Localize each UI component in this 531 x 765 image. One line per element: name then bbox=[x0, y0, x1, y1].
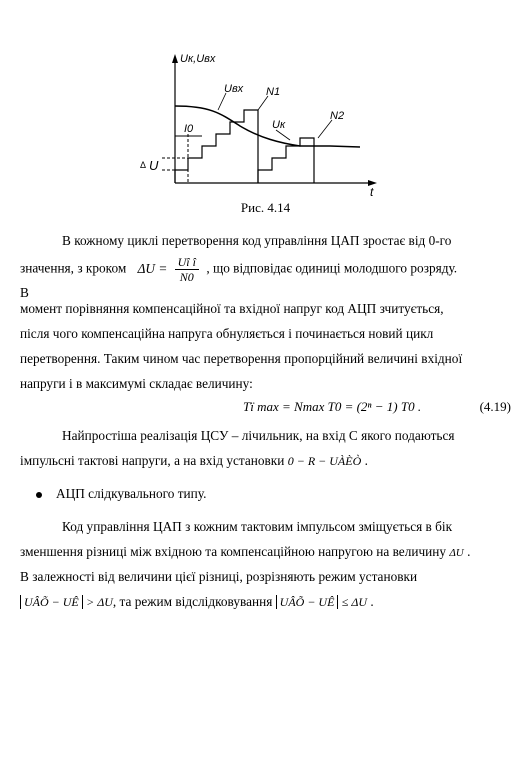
staircase-n2 bbox=[258, 138, 314, 183]
bullet-text: АЦП слідкувального типу. bbox=[56, 486, 207, 501]
staircase-n1 bbox=[175, 110, 258, 183]
x-axis-label: t bbox=[370, 185, 374, 198]
delta-label: Δ bbox=[140, 160, 147, 170]
equation-4-19 bbox=[20, 397, 511, 423]
abs-diff-1: UÂÕ − UÊ bbox=[20, 595, 83, 609]
uvh-leader bbox=[218, 93, 226, 110]
bullet-item bbox=[36, 486, 206, 502]
para3-line4-post: . bbox=[370, 594, 374, 609]
para3-line2-post: . bbox=[467, 544, 471, 559]
bullet-dot bbox=[36, 492, 42, 498]
para2-line2-pre: імпульсні тактові напруги, а на вхід установки bbox=[20, 453, 285, 468]
set-input-formula: 0 − R − UÀÈÒ bbox=[287, 454, 362, 468]
para1-line5: після чого компенсаційна напруга обнуляється і починається новий цикл bbox=[20, 326, 434, 341]
i0-label: I0 bbox=[184, 123, 194, 135]
para1-line4: момент порівняння компенсаційної та вхідної напруг код АЦП зчитується, bbox=[20, 301, 444, 316]
para1-line1: В кожному циклі перетворення код управління ЦАП зростає від 0-го bbox=[62, 233, 452, 248]
n1-leader bbox=[258, 96, 268, 110]
uvh-label: Uвх bbox=[224, 83, 244, 95]
delta-u-symbol: ΔU bbox=[449, 547, 464, 559]
u-label: U bbox=[149, 158, 159, 173]
fraction-numerator: Uî î bbox=[175, 255, 199, 270]
para1-line6: перетворення. Таким чином час перетворення пропорційний величині вхідної bbox=[20, 351, 463, 366]
uk-leader bbox=[276, 130, 290, 140]
para3-line1: Код управління ЦАП з кожним тактовим імпульсом зміщується в бік bbox=[62, 519, 453, 534]
y-axis-arrow bbox=[172, 54, 178, 63]
para1-line2-pre: значення, з кроком bbox=[20, 260, 127, 276]
para3-line2 bbox=[20, 539, 511, 566]
para1-line7: напруги і в максимумі складає величину: bbox=[20, 376, 253, 391]
equation-body: Tï max = Nmax T0 = (2ⁿ − 1) T0 . bbox=[243, 399, 422, 414]
para3-line4-text: , та режим відслідковування bbox=[112, 594, 273, 609]
n1-label: N1 bbox=[266, 86, 281, 98]
para2-line1: Найпростіша реалізація ЦСУ – лічильник, на вхід C якого подаються bbox=[62, 428, 455, 443]
delta-u-lhs: ΔU = bbox=[137, 260, 168, 276]
para2-line2 bbox=[20, 448, 511, 474]
para3-line4 bbox=[20, 589, 511, 615]
para2-line2-post: . bbox=[364, 453, 368, 468]
figure-4-14 bbox=[140, 48, 390, 198]
le-delta-u: ≤ ΔU bbox=[341, 595, 368, 609]
equation-number: (4.19) bbox=[479, 399, 511, 414]
n2-leader bbox=[318, 120, 332, 138]
para3-line2-pre: зменшення різниці між вхідною та компенсаційною напругою на величину bbox=[20, 544, 447, 559]
abs-diff-2: UÂÕ − UÊ bbox=[276, 595, 339, 609]
figure-caption: Рис. 4.14 bbox=[240, 200, 291, 215]
fraction-denominator: N0 bbox=[179, 270, 194, 284]
uk-label: Uк bbox=[272, 119, 286, 131]
gt-delta-u: > ΔU bbox=[86, 595, 113, 609]
n2-label: N2 bbox=[330, 110, 345, 122]
para1-line2-post: , що відповідає одиниці молодшого розряду. bbox=[206, 260, 458, 276]
para1-line3: В bbox=[20, 285, 29, 300]
y-axis-label: Uк,Uвх bbox=[180, 53, 216, 65]
para3-line3: В залежності від величини цієї різниці, розрізняють режим установки bbox=[20, 569, 418, 584]
